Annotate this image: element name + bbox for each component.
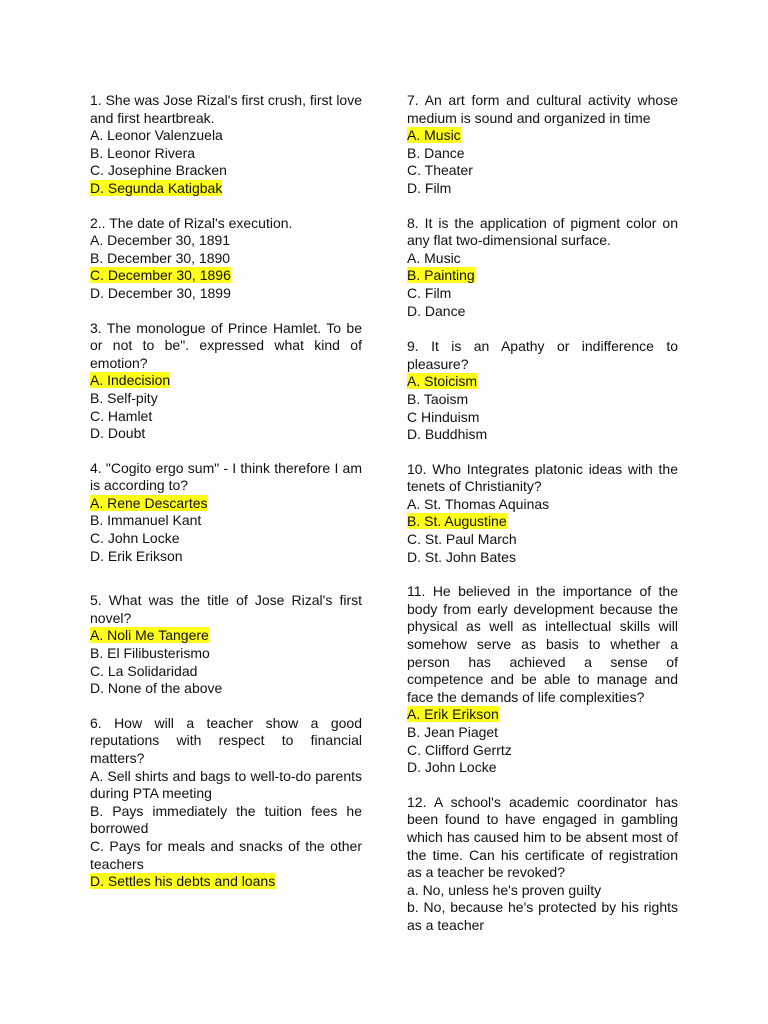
- answer-option: [90, 390, 362, 408]
- answer-option-highlighted: [407, 373, 678, 391]
- left-question-1: [90, 92, 362, 198]
- answer-option: [90, 530, 362, 548]
- option-label: D. Doubt: [90, 425, 146, 442]
- option-label: D. Erik Erikson: [90, 547, 183, 564]
- answer-option: [90, 127, 362, 145]
- option-label: D. December 30, 1899: [90, 284, 231, 301]
- option-label: B. Pays immediately the tuition fees he borrowed: [90, 802, 362, 837]
- option-label: D. Dance: [407, 302, 466, 319]
- question-text: 5. What was the title of Jose Rizal's first novel?: [90, 592, 362, 626]
- option-label: A. Rene Descartes: [90, 494, 208, 511]
- answer-option: [90, 548, 362, 566]
- option-label: B. St. Augustine: [407, 513, 507, 530]
- option-label: B. December 30, 1890: [90, 249, 231, 266]
- left-question-2: [90, 215, 362, 303]
- question-text: 11. He believed in the importance of the body from early development because the physical as well as intellectual skills will somehow serve as basis to whether a person has achieved a sense of competence and be able to manage and face the demands of life complexities?: [407, 583, 678, 705]
- option-label: A. St. Thomas Aquinas: [407, 495, 550, 512]
- right-question-2: [407, 215, 678, 321]
- answer-option: [90, 145, 362, 163]
- option-label: C. La Solidaridad: [90, 662, 198, 679]
- option-label: C. John Locke: [90, 530, 180, 547]
- answer-option: [407, 250, 678, 268]
- question-text: 10. Who Integrates platonic ideas with the tenets of Christianity?: [407, 460, 678, 495]
- answer-option: [407, 759, 678, 777]
- option-label: A. Indecision: [90, 372, 171, 389]
- answer-option: [407, 496, 678, 514]
- question-text: 1. She was Jose Rizal's first crush, first love and first heartbreak.: [90, 92, 362, 126]
- answer-option-highlighted: [90, 267, 362, 285]
- answer-option: [407, 742, 678, 760]
- option-label: A. December 30, 1891: [90, 232, 231, 249]
- answer-option: [90, 663, 362, 681]
- right-question-6: [407, 794, 678, 935]
- option-label: D. Settles his debts and loans: [90, 873, 276, 890]
- right-column: [407, 92, 678, 935]
- answer-option: [407, 303, 678, 321]
- left-question-5: [90, 592, 362, 698]
- option-label: C. Film: [407, 284, 452, 301]
- answer-option-highlighted: [407, 127, 678, 145]
- answer-option-highlighted: [90, 180, 362, 198]
- option-label: C. Clifford Gerrtz: [407, 741, 512, 758]
- option-label: D. None of the above: [90, 680, 223, 697]
- answer-option: [407, 882, 678, 900]
- answer-option: [90, 232, 362, 250]
- answer-option-highlighted: [90, 627, 362, 645]
- left-question-3: [90, 320, 362, 443]
- answer-option: [90, 512, 362, 530]
- option-label: D. John Locke: [407, 759, 497, 776]
- option-label: B. Taoism: [407, 390, 469, 407]
- option-label: A. Erik Erikson: [407, 706, 499, 723]
- answer-option: [90, 803, 362, 838]
- answer-option-highlighted: [407, 267, 678, 285]
- question-text: 6. How will a teacher show a good reputations with respect to financial matters?: [90, 714, 362, 766]
- left-question-4: [90, 460, 362, 566]
- answer-option: [407, 426, 678, 444]
- option-label: D. Buddhism: [407, 426, 488, 443]
- right-question-4: [407, 461, 678, 567]
- option-label: D. St. John Bates: [407, 548, 516, 565]
- answer-option-highlighted: [407, 706, 678, 724]
- question-text: 7. An art form and cultural activity whose medium is sound and organized in time: [407, 92, 678, 126]
- option-label: C. Theater: [407, 162, 473, 179]
- answer-option-highlighted: [90, 495, 362, 513]
- option-label: C Hinduism: [407, 408, 480, 425]
- answer-option: [90, 162, 362, 180]
- option-label: C. St. Paul March: [407, 531, 517, 548]
- option-label: B. Painting: [407, 267, 475, 284]
- answer-option: [407, 549, 678, 567]
- answer-option: [407, 391, 678, 409]
- option-label: A. Sell shirts and bags to well-to-do parents during PTA meeting: [90, 767, 362, 802]
- question-text: 2.. The date of Rizal's execution.: [90, 214, 293, 231]
- option-label: A. Stoicism: [407, 373, 478, 390]
- option-label: A. Music: [407, 249, 461, 266]
- answer-option: [90, 645, 362, 663]
- answer-option: [90, 838, 362, 873]
- answer-option: [90, 250, 362, 268]
- right-question-3: [407, 338, 678, 444]
- question-text: 8. It is the application of pigment color on any flat two-dimensional surface.: [407, 214, 678, 249]
- option-label: C. Josephine Bracken: [90, 162, 227, 179]
- option-label: A. Noli Me Tangere: [90, 627, 209, 644]
- option-label: D. Film: [407, 179, 452, 196]
- option-label: C. Pays for meals and snacks of the other teachers: [90, 837, 362, 872]
- answer-option: [90, 408, 362, 426]
- option-label: A. Music: [407, 127, 461, 144]
- option-label: B. Jean Piaget: [407, 724, 499, 740]
- answer-option: [407, 285, 678, 303]
- option-label: A. Leonor Valenzuela: [90, 127, 223, 144]
- answer-option: [90, 768, 362, 803]
- answer-option: [407, 531, 678, 549]
- option-label: B. Self-pity: [90, 389, 158, 406]
- answer-option-highlighted: [90, 372, 362, 390]
- answer-option: [407, 899, 678, 934]
- left-question-6: [90, 715, 362, 891]
- answer-option-highlighted: [90, 873, 362, 891]
- answer-option: [90, 680, 362, 698]
- option-label: B. Leonor Rivera: [90, 144, 196, 161]
- left-column: [90, 92, 362, 891]
- option-label: C. Hamlet: [90, 407, 153, 424]
- answer-option: [90, 425, 362, 443]
- question-text: 9. It is an Apathy or indifference to pleasure?: [407, 338, 678, 372]
- option-label: B. Dance: [407, 144, 465, 161]
- right-question-5: [407, 583, 678, 777]
- question-text: 3. The monologue of Prince Hamlet. To be or not to be". expressed what kind of emotion?: [90, 319, 362, 371]
- answer-option-highlighted: [407, 513, 678, 531]
- answer-option: [407, 145, 678, 163]
- option-label: C. December 30, 1896: [90, 267, 231, 284]
- answer-option: [407, 180, 678, 198]
- option-label: B. Immanuel Kant: [90, 512, 202, 529]
- answer-option: [90, 285, 362, 303]
- option-label: b. No, because he's protected by his rights as a teacher: [407, 899, 678, 933]
- right-question-1: [407, 92, 678, 198]
- option-label: a. No, unless he's proven guilty: [407, 881, 602, 898]
- question-text: 4. "Cogito ergo sum" - I think therefore I am is according to?: [90, 459, 362, 494]
- option-label: B. El Filibusterismo: [90, 645, 210, 662]
- answer-option: [407, 162, 678, 180]
- answer-option: [407, 724, 678, 742]
- option-label: D. Segunda Katigbak: [90, 179, 223, 196]
- answer-option: [407, 409, 678, 427]
- question-text: 12. A school's academic coordinator has been found to have engaged in gambling which has caused him to be absent most of the time. Can his certificate of registration as a teacher be revoked?: [407, 793, 678, 881]
